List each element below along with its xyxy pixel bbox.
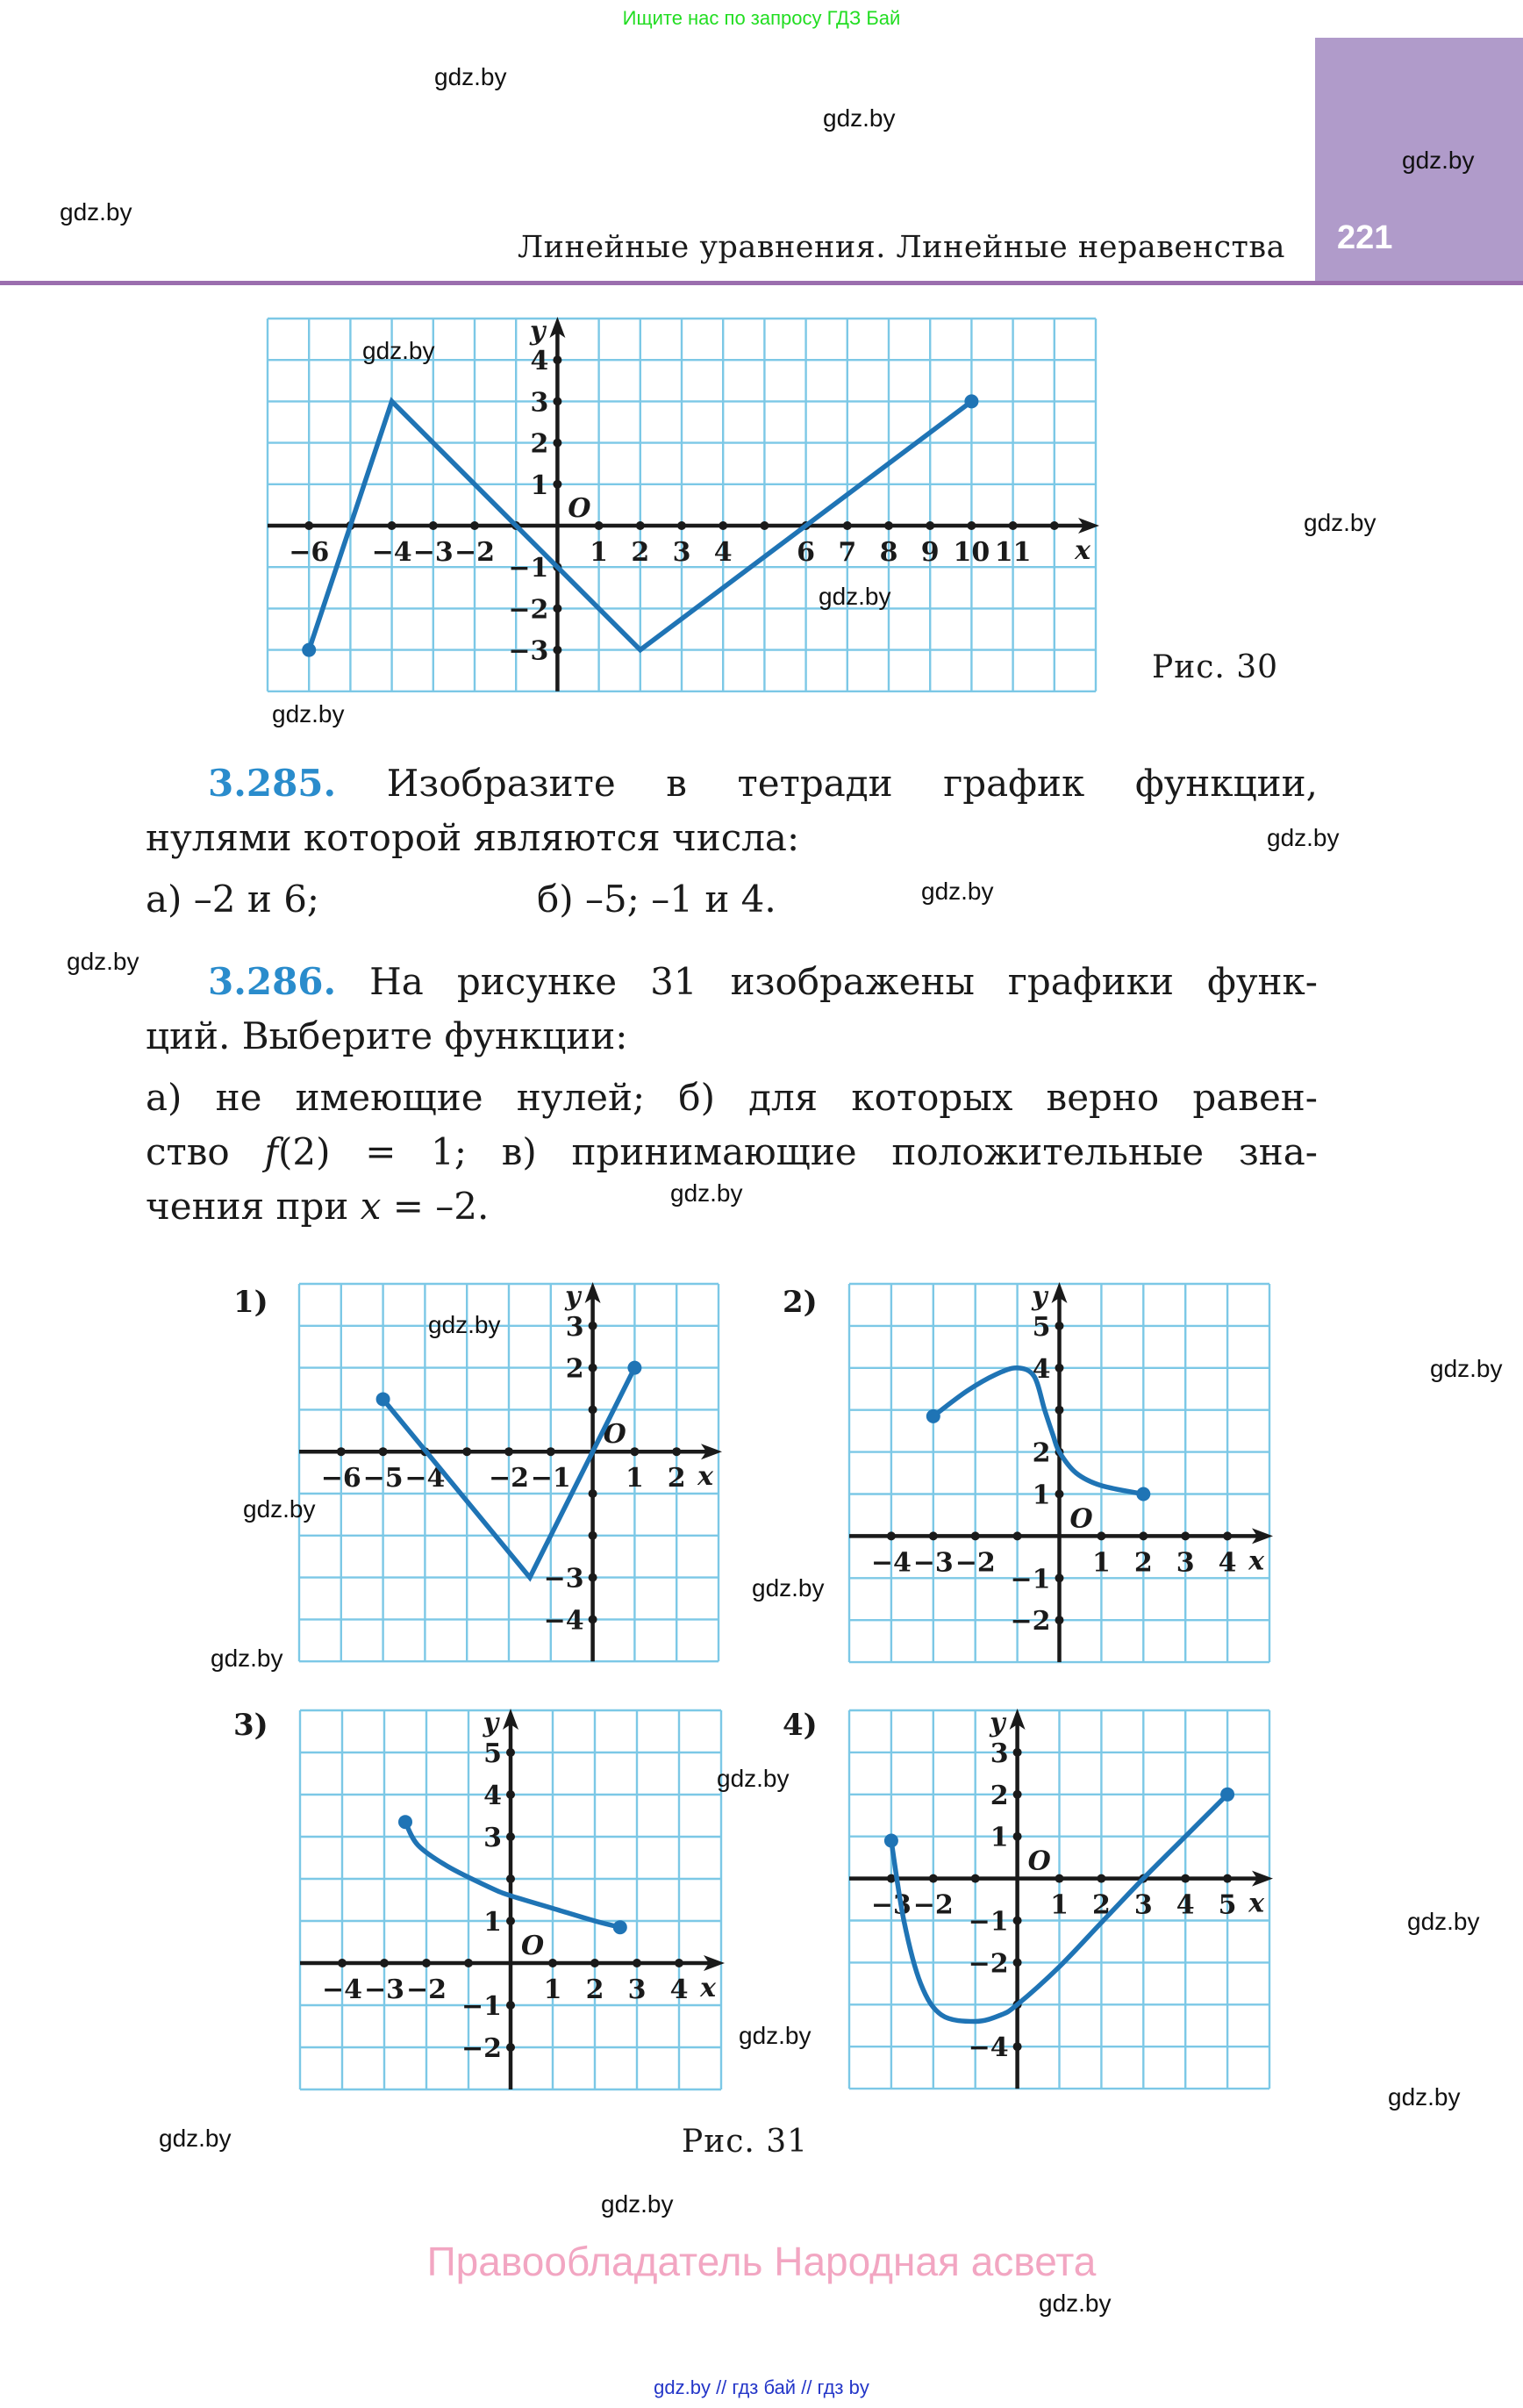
problem-3285: [146, 756, 1318, 927]
grid: [300, 1710, 721, 2089]
fig31-4-plot: [849, 1708, 1273, 2089]
svg-text:2: 2: [1091, 1889, 1111, 1921]
svg-text:−3: −3: [543, 1563, 584, 1595]
watermark-text: gdz.by: [60, 198, 132, 226]
top-banner[interactable]: Ищите нас по запросу ГДЗ Бай: [622, 7, 901, 29]
svg-text:−2: −2: [488, 1463, 530, 1494]
y-arrow-icon: [1010, 1709, 1026, 1730]
x-arrow-icon: [1252, 1528, 1273, 1544]
svg-text:2: 2: [565, 1353, 584, 1385]
watermark-text: gdz.by: [243, 1495, 316, 1523]
svg-text:−3: −3: [870, 1889, 912, 1921]
axes: [268, 317, 1099, 692]
grid: [268, 319, 1096, 692]
function-curve: [309, 401, 971, 649]
problem-3286-line-2: ций. Выберите функции:: [146, 1014, 628, 1057]
svg-text:4: 4: [1218, 1547, 1237, 1579]
svg-text:4: 4: [713, 537, 733, 568]
endpoint-dot: [964, 394, 978, 408]
x-arrow-icon: [1252, 1871, 1273, 1887]
svg-text:−2: −2: [912, 1889, 954, 1921]
x-axis-label: x: [1248, 1888, 1264, 1919]
tick-labels: [321, 1312, 686, 1637]
problem-number: 3.286.: [208, 960, 337, 1003]
problem-3285-line-1: [146, 756, 1318, 811]
svg-text:−4: −4: [321, 1974, 363, 2005]
svg-text:8: 8: [879, 537, 898, 568]
svg-text:−2: −2: [405, 1974, 447, 2005]
svg-text:3: 3: [627, 1974, 647, 2005]
option-a: а) –2 и 6;: [146, 878, 320, 921]
origin-label: O: [1027, 1845, 1051, 1877]
watermark-text: gdz.by: [434, 63, 507, 90]
problem-3286-line-4: [146, 1125, 1318, 1179]
function-symbol: f: [264, 1130, 278, 1173]
text: (2) = 1; в) принимающие положительные зна-: [278, 1130, 1318, 1173]
svg-text:−4: −4: [968, 2032, 1009, 2064]
x-axis-label: x: [1075, 535, 1090, 566]
function-curve: [405, 1822, 620, 1927]
endpoint-dot: [926, 1409, 940, 1423]
y-arrow-icon: [549, 317, 565, 338]
svg-text:2: 2: [1133, 1547, 1153, 1579]
y-arrow-icon: [503, 1709, 518, 1730]
svg-text:5: 5: [1032, 1311, 1051, 1343]
problem-3285-line-2: нулями которой являются числа:: [146, 816, 800, 859]
svg-text:2: 2: [1032, 1437, 1051, 1469]
svg-text:4: 4: [530, 346, 549, 377]
svg-text:−1: −1: [530, 1463, 571, 1494]
origin-label: O: [1069, 1503, 1093, 1535]
running-title: Линейные уравнения. Линейные неравенства: [517, 230, 1285, 265]
svg-text:−4: −4: [543, 1605, 584, 1637]
endpoint-dot: [398, 1815, 412, 1829]
svg-text:−2: −2: [508, 594, 549, 626]
svg-text:1: 1: [1050, 1889, 1069, 1921]
option-b: б) –5; –1 и 4.: [537, 878, 776, 921]
watermark-text: gdz.by: [819, 583, 891, 610]
svg-text:5: 5: [1218, 1889, 1237, 1921]
watermark-text: gdz.by: [739, 2022, 812, 2049]
problem-text: Изобразите в тетради график функции,: [386, 762, 1318, 805]
svg-text:−3: −3: [363, 1974, 405, 2005]
watermark-text: gdz.by: [1388, 2083, 1461, 2111]
svg-text:−2: −2: [955, 1547, 996, 1579]
graph-2-label: 2): [783, 1285, 818, 1320]
svg-text:4: 4: [483, 1781, 502, 1811]
problem-number: 3.285.: [208, 762, 337, 805]
svg-text:1: 1: [530, 469, 549, 501]
svg-text:3: 3: [483, 1823, 502, 1853]
tick-labels: [871, 1312, 1237, 1637]
svg-text:−5: −5: [362, 1463, 404, 1494]
svg-text:−4: −4: [870, 1547, 912, 1579]
x-axis-label: x: [697, 1461, 713, 1493]
grid: [299, 1284, 719, 1661]
watermark-text: gdz.by: [717, 1765, 790, 1792]
watermark-text: gdz.by: [921, 878, 994, 905]
endpoint-dot: [1220, 1788, 1234, 1802]
endpoint-dot: [627, 1361, 641, 1375]
origin-label: O: [568, 493, 591, 524]
y-axis-label: y: [565, 1281, 581, 1312]
grid: [849, 1710, 1269, 2089]
axes: [299, 1282, 722, 1661]
fig30-plot: [268, 316, 1099, 692]
svg-text:1: 1: [1032, 1480, 1051, 1511]
svg-text:2: 2: [585, 1974, 604, 2005]
origin-label: O: [521, 1931, 545, 1961]
svg-text:7: 7: [838, 537, 857, 568]
axes: [849, 1282, 1273, 1662]
variable-symbol: x: [360, 1185, 382, 1228]
problem-text: На рисунке 31 изображены графики функ-: [369, 960, 1318, 1003]
x-arrow-icon: [704, 1955, 725, 1971]
svg-text:6: 6: [797, 537, 816, 568]
svg-text:4: 4: [1176, 1889, 1195, 1921]
footer-links[interactable]: gdz.by // гдз бай // гдз by: [654, 2376, 869, 2398]
svg-text:9: 9: [920, 537, 940, 568]
header-divider: [0, 281, 1523, 285]
svg-text:1: 1: [483, 1907, 502, 1938]
svg-text:−4: −4: [404, 1463, 446, 1494]
svg-text:3: 3: [990, 1738, 1009, 1769]
watermark-text: gdz.by: [67, 948, 139, 975]
svg-text:1: 1: [590, 537, 609, 568]
y-axis-label: y: [529, 316, 546, 347]
y-arrow-icon: [1052, 1282, 1068, 1303]
svg-text:−2: −2: [1010, 1606, 1051, 1638]
x-arrow-icon: [1078, 518, 1099, 534]
copyright-watermark: Правообладатель Народная асвета: [426, 2239, 1097, 2284]
endpoint-dot: [376, 1392, 390, 1406]
svg-text:3: 3: [1176, 1547, 1195, 1579]
svg-text:3: 3: [672, 537, 691, 568]
svg-text:5: 5: [483, 1738, 502, 1769]
svg-text:−6: −6: [320, 1463, 361, 1494]
figure-30-caption: Рис. 30: [1152, 649, 1279, 685]
svg-text:4: 4: [1032, 1353, 1051, 1385]
watermark-text: gdz.by: [823, 104, 896, 132]
endpoint-dot: [302, 643, 316, 657]
figure-31-caption: Рис. 31: [682, 2124, 809, 2160]
graph-1-label: 1): [233, 1285, 268, 1320]
fig31-3-plot: [300, 1708, 725, 2089]
svg-text:−2: −2: [968, 1948, 1009, 1980]
tick-labels: [871, 1738, 1237, 2063]
watermark-text: gdz.by: [1039, 2290, 1112, 2317]
endpoint-dot: [1136, 1487, 1150, 1501]
svg-text:1: 1: [1091, 1547, 1111, 1579]
svg-text:−1: −1: [1010, 1564, 1051, 1595]
watermark-text: gdz.by: [752, 1574, 825, 1602]
y-axis-label: y: [990, 1708, 1005, 1738]
x-axis-label: x: [1248, 1545, 1264, 1577]
svg-text:−1: −1: [508, 553, 549, 584]
problem-3286-line-3: а) не имеющие нулей; б) для которых верно равен-: [146, 1076, 1318, 1119]
x-axis-label: x: [700, 1973, 716, 2003]
svg-text:−3: −3: [508, 635, 549, 667]
y-axis-label: y: [1032, 1281, 1048, 1312]
watermark-text: gdz.by: [272, 700, 345, 727]
fig31-1-plot: [299, 1281, 722, 1661]
svg-text:3: 3: [565, 1311, 584, 1343]
text: ство: [146, 1130, 230, 1173]
svg-text:2: 2: [990, 1780, 1009, 1811]
svg-text:1: 1: [990, 1822, 1009, 1853]
graph-3-label: 3): [233, 1708, 268, 1743]
graph-4-label: 4): [783, 1708, 818, 1743]
origin-label: O: [603, 1419, 626, 1451]
problem-3285-options: [146, 872, 1318, 927]
svg-text:4: 4: [669, 1974, 689, 2005]
endpoint-dot: [613, 1920, 627, 1934]
function-curve: [891, 1795, 1227, 2022]
watermark-text: gdz.by: [211, 1645, 283, 1672]
svg-text:−2: −2: [461, 2033, 502, 2064]
watermark-text: gdz.by: [362, 337, 435, 364]
watermark-text: gdz.by: [1267, 824, 1340, 851]
svg-text:−6: −6: [289, 537, 330, 568]
text: чения при: [146, 1185, 349, 1228]
svg-text:−1: −1: [968, 1906, 1009, 1938]
fig31-2-plot: [849, 1281, 1273, 1662]
svg-text:−3: −3: [912, 1547, 954, 1579]
watermark-text: gdz.by: [428, 1311, 501, 1338]
watermark-text: gdz.by: [159, 2125, 232, 2152]
function-curve: [933, 1368, 1144, 1494]
axes: [300, 1709, 725, 2089]
x-arrow-icon: [701, 1444, 722, 1459]
problem-3286-line-1: [146, 955, 1318, 1009]
function-curve: [383, 1368, 635, 1578]
svg-text:3: 3: [1133, 1889, 1153, 1921]
watermark-text: gdz.by: [1402, 147, 1475, 174]
svg-text:−4: −4: [371, 537, 412, 568]
watermark-text: gdz.by: [1407, 1908, 1480, 1935]
svg-text:11: 11: [994, 537, 1032, 568]
svg-text:−1: −1: [461, 1991, 502, 2022]
watermark-text: gdz.by: [1430, 1355, 1503, 1382]
tick-labels: [322, 1738, 688, 2064]
tick-labels: [289, 346, 1031, 666]
svg-text:2: 2: [667, 1463, 686, 1494]
svg-text:2: 2: [530, 428, 549, 460]
text: = –2.: [381, 1185, 490, 1228]
y-axis-label: y: [483, 1708, 498, 1738]
endpoint-dot: [884, 1833, 898, 1847]
svg-text:−2: −2: [454, 537, 496, 568]
watermark-text: gdz.by: [1304, 509, 1376, 536]
watermark-text: gdz.by: [601, 2190, 674, 2218]
svg-text:1: 1: [625, 1463, 644, 1494]
y-arrow-icon: [585, 1282, 601, 1303]
svg-text:10: 10: [953, 537, 990, 568]
svg-text:2: 2: [631, 537, 650, 568]
svg-text:1: 1: [543, 1974, 562, 2005]
grid: [849, 1284, 1269, 1662]
page-number: 221: [1337, 219, 1393, 256]
svg-text:3: 3: [530, 387, 549, 419]
axes: [849, 1709, 1273, 2089]
watermark-text: gdz.by: [670, 1179, 743, 1207]
svg-text:−3: −3: [412, 537, 454, 568]
